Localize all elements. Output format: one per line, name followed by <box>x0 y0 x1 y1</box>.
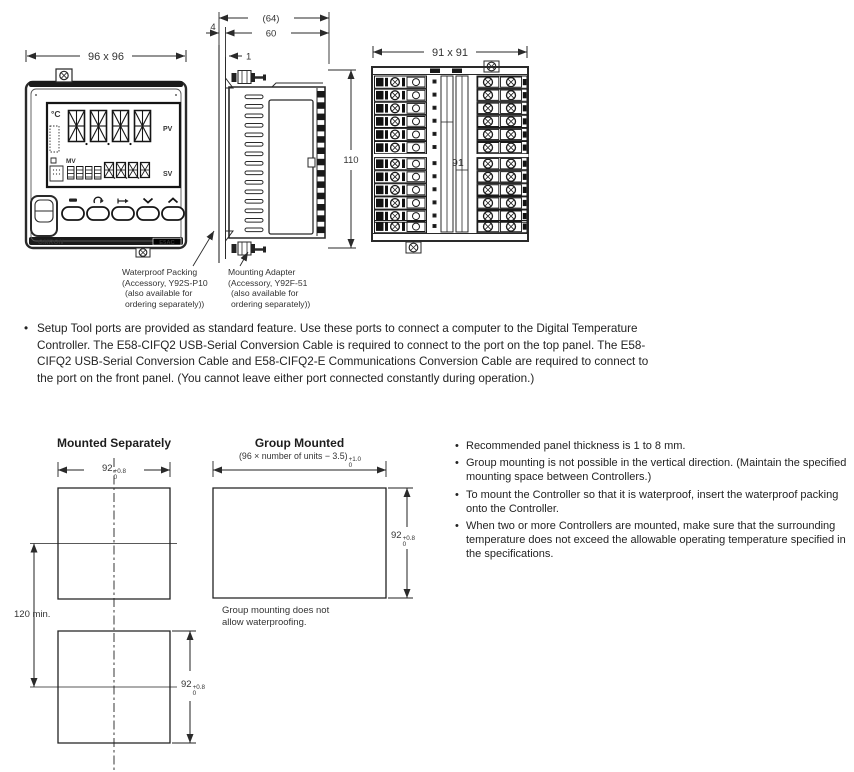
note-line: Group mounting does not <box>222 605 330 616</box>
front-view <box>26 50 186 257</box>
side-bezel-label: 4 <box>210 22 216 33</box>
rear-watermark: 91 <box>452 157 464 169</box>
dim-base: 92 <box>391 530 402 541</box>
group-width-formula <box>200 451 400 467</box>
note-text: Group mounting is not possible in the vertical direction. (Maintain the specified mounting space between Controllers.) <box>466 457 847 484</box>
group-height-label <box>391 530 415 546</box>
front-dim-label: 96 x 96 <box>87 51 125 63</box>
tolerance-lower: 0 <box>348 461 353 469</box>
note-line: allow waterproofing. <box>222 616 307 628</box>
bullet-glyph: • <box>455 520 459 533</box>
waterproof-packing-callout <box>122 267 208 309</box>
mounting-clamp-top <box>232 71 267 84</box>
tolerance-upper: +0.8 <box>113 467 126 475</box>
terminal-comb <box>317 88 325 236</box>
note-item <box>455 439 854 453</box>
pv-label: PV <box>163 126 173 133</box>
mounting-clamp-bottom <box>232 242 267 255</box>
vent-slats <box>245 95 263 232</box>
formula-tolerance <box>349 457 361 469</box>
callout-line: Mounting Adapter <box>228 267 296 277</box>
panel-cutout-diagrams <box>0 430 450 772</box>
dim-tolerance <box>193 685 205 697</box>
rear-view <box>372 46 529 253</box>
front-buttons <box>62 207 184 220</box>
bullet-glyph: • <box>455 457 459 470</box>
dim-tolerance <box>403 536 415 548</box>
group-cutout-rect <box>213 488 386 598</box>
panel-notes-list <box>455 439 854 565</box>
tolerance-lower: 0 <box>113 473 118 481</box>
note-text: When two or more Controllers are mounted, make sure that the surrounding temperature does not exceed the allowable operating temperature specified in the specifications. <box>466 520 846 561</box>
dim-tolerance <box>114 469 126 481</box>
setup-tool-note <box>24 321 656 387</box>
leader-waterproof <box>193 231 214 266</box>
note-item <box>455 519 854 562</box>
side-view <box>193 12 359 266</box>
rear-dim-label: 91 x 91 <box>431 47 469 59</box>
celsius-indicator: °C <box>51 109 61 119</box>
callout-line: (Accessory, Y92F-51 <box>228 277 308 288</box>
tolerance-upper: +1.0 <box>348 455 361 463</box>
cutout-height-label <box>181 679 205 695</box>
side-height-label: 110 <box>343 155 359 166</box>
front-bottom-screw-icon <box>136 248 150 257</box>
rear-dimension <box>373 46 527 59</box>
callout-line: (also available for <box>125 288 193 299</box>
spacing-label: 120 min. <box>14 609 51 620</box>
note-text: Recommended panel thickness is 1 to 8 mm. <box>466 440 686 452</box>
side-gap-label: 1 <box>246 51 252 63</box>
group-mounted-title: Group Mounted <box>254 436 345 450</box>
mv-label: MV <box>66 158 76 165</box>
setup-tool-note-text: Setup Tool ports are provided as standard feature. Use these ports to connect a computer to the Digital Temperature Controller. The E58-CIFQ2 USB-Serial Conversion Cable is required to connect to the port on the top panel. The E58-CIFQ2 USB-Serial Conversion Cable and E58-CIFQ2-E Communications Conversion Cable are required to connect to the port on the front panel. (You cannot leave either port connected constantly during operation.) <box>37 322 649 385</box>
side-door <box>269 100 313 234</box>
front-top-screw-icon <box>56 69 72 82</box>
side-depth-body-label: 60 <box>265 28 277 40</box>
sv-label: SV <box>163 171 173 178</box>
front-dimension <box>26 50 186 63</box>
side-depth-total-label: (64) <box>262 13 280 25</box>
rear-bottom-screw-icon <box>406 242 421 253</box>
brand-logo: OMRON <box>38 238 64 246</box>
tolerance-upper: +0.8 <box>402 534 416 542</box>
center-slots <box>441 76 468 232</box>
dim-base: 92 <box>181 679 192 690</box>
bullet-glyph: • <box>455 440 459 452</box>
level-key-icon <box>69 199 77 202</box>
callout-line: ordering separately)) <box>125 298 205 309</box>
bullet-glyph: • <box>24 322 29 335</box>
group-mounting-note <box>222 605 329 628</box>
model-badge: E5AC <box>159 239 175 246</box>
tolerance-lower: 0 <box>402 540 407 548</box>
note-item <box>455 488 854 516</box>
setup-port-cover <box>31 196 57 236</box>
callout-line: Waterproof Packing <box>122 267 198 277</box>
mounting-adapter-callout <box>228 267 310 309</box>
tolerance-upper: +0.8 <box>192 683 206 691</box>
callout-line: (also available for <box>231 288 299 299</box>
center-dots <box>433 80 436 228</box>
front-display <box>47 103 180 187</box>
bullet-glyph: • <box>455 488 459 501</box>
note-item <box>455 456 854 484</box>
note-text: To mount the Controller so that it is waterproof, insert the waterproof packing onto the Controller. <box>466 488 839 515</box>
mounted-separately-title: Mounted Separately <box>56 436 172 450</box>
callout-line: ordering separately)) <box>231 298 311 309</box>
formula-base: (96 × number of units − 3.5) <box>239 451 348 461</box>
cutout-width-label <box>87 463 141 479</box>
tolerance-lower: 0 <box>192 689 197 697</box>
callout-line: (Accessory, Y92S-P10 <box>122 277 208 288</box>
dim-base: 92 <box>101 463 113 474</box>
door-latch <box>308 158 315 167</box>
